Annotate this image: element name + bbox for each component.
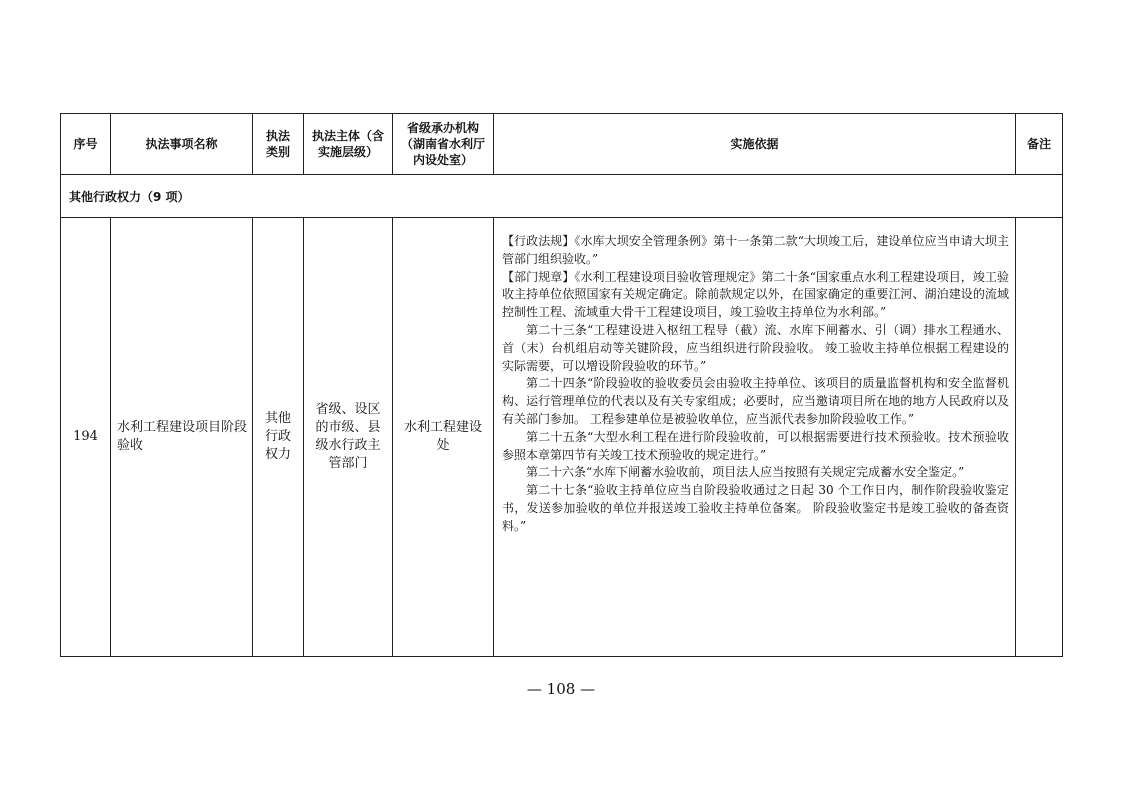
row-remarks [1016,218,1063,657]
table-row [61,218,1063,657]
basis-paragraph: 第二十四条“阶段验收的验收委员会由验收主持单位、该项目的质量监督机构和安全监督机构、运行管理单位的代表以及有关专家组成；必要时，应当邀请项目所在地的地方人民政府以及有关部门参加。 工程参建单位是被验收单位，应当派代表参加阶段验收工作。” [502,376,1009,426]
header-item-name: 执法事项名称 [111,114,253,175]
row-item-name: 水利工程建设项目阶段验收 [111,218,253,657]
basis-paragraph: 第二十七条“验收主持单位应当自阶段验收通过之日起 30 个工作日内，制作阶段验收鉴定书，发送参加验收的单位并报送竣工验收主持单位备案。 阶段验收鉴定书是竣工验收的备查资料。” [502,483,1009,533]
header-seq: 序号 [61,114,111,175]
header-category: 执法类别 [253,114,304,175]
row-category: 其他行政权力 [253,218,304,657]
header-remarks: 备注 [1016,114,1063,175]
basis-paragraph: 第二十六条“水库下闸蓄水验收前，项目法人应当按照有关规定完成蓄水安全鉴定。” [526,465,965,480]
row-seq: 194 [61,218,111,657]
basis-paragraph: 第二十五条“大型水利工程在进行阶段验收前，可以根据需要进行技术预验收。技术预验收参照本章第四节有关竣工技术预验收的规定进行。” [502,429,1009,462]
row-subject: 省级、设区的市级、县级水行政主管部门 [304,218,393,657]
section-title: 其他行政权力（9 项） [61,175,1063,218]
row-agency: 水利工程建设处 [393,218,494,657]
header-basis: 实施依据 [494,114,1016,175]
header-agency: 省级承办机构（湖南省水利厅内设处室） [393,114,494,175]
basis-paragraph: 第二十三条“工程建设进入枢纽工程导（截）流、水库下闸蓄水、引（调）排水工程通水、首（末）台机组启动等关键阶段，应当组织进行阶段验收。 竣工验收主持单位根据工程建设的实际需要，可以增设阶段验收的环节。” [502,322,1009,373]
section-row [61,175,1063,218]
header-subject: 执法主体（含实施层级） [304,114,393,175]
basis-paragraph: 【行政法规】《水库大坝安全管理条例》第十一条第二款“大坝竣工后，建设单位应当申请大坝主管部门组织验收。” [502,234,1009,266]
enforcement-table [60,113,1063,657]
row-basis [494,218,1016,657]
table-header-row [61,114,1063,175]
page-number: — 108 — [526,680,596,698]
basis-paragraph: 【部门规章】《水利工程建设项目验收管理规定》第二十条“国家重点水利工程建设项目，竣工验收主持单位依照国家有关规定确定。除前款规定以外，在国家确定的重要江河、湖泊建设的流域控制性工程、流域重大骨干工程建设项目，竣工验收主持单位为水利部。” [502,269,1009,320]
